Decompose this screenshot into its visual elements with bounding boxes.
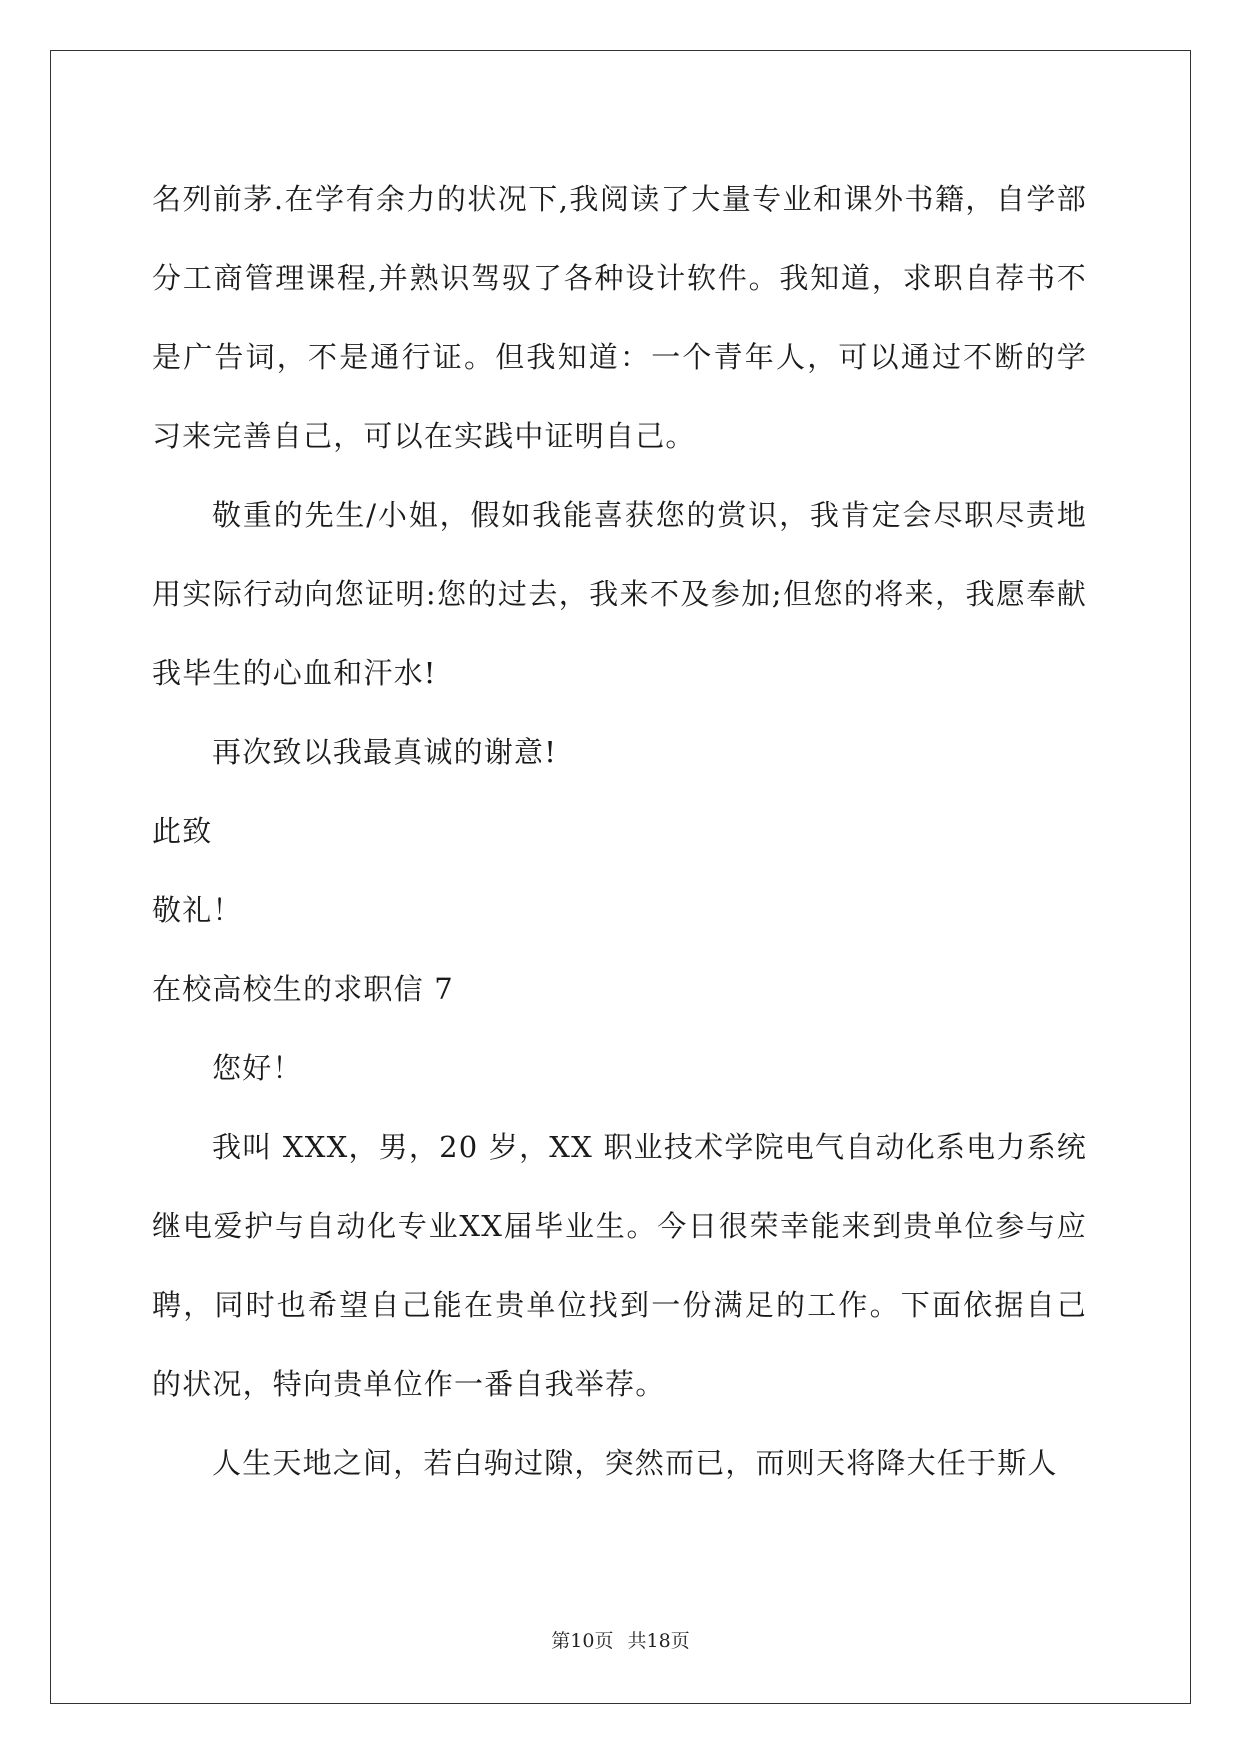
closing-regards: 敬礼！ [152,893,243,927]
paragraph-life: 人生天地之间，若白驹过隙，突然而已，而则天将降大任于斯人 [212,1446,1058,1480]
paragraph-thanks: 再次致以我最真诚的谢意! [212,735,558,769]
greeting: 您好！ [212,1051,303,1085]
paragraph-self-study: 名列前茅.在学有余力的状况下,我阅读了大量专业和课外书籍，自学部分工商管理课程,并熟识驾驭了各种设计软件。我知道，求职自荐书不是广告词，不是通行证。但我知道：一个青年人，可以通过不断的学习来完善自己，可以在实践中证明自己。 [152,182,1087,453]
section-heading: 在校高校生的求职信 7 [152,972,454,1006]
page-footer [0,1626,1241,1653]
page-number: 第10页 [551,1630,614,1652]
paragraph-introduction: 我叫 XXX，男，20 岁，XX 职业技术学院电气自动化系电力系统继电爱护与自动化专业XX届毕业生。今日很荣幸能来到贵单位参与应聘，同时也希望自己能在贵单位找到一份满足的工作。下面依据自己的状况，特向贵单位作一番自我举荐。 [152,1130,1087,1401]
closing-salutation: 此致 [152,814,213,848]
paragraph-commitment: 敬重的先生/小姐，假如我能喜获您的赏识，我肯定会尽职尽责地用实际行动向您证明:您的过去，我来不及参加;但您的将来，我愿奉献我毕生的心血和汗水! [152,498,1087,690]
page-total: 共18页 [627,1630,690,1652]
document-body [152,160,1087,1503]
